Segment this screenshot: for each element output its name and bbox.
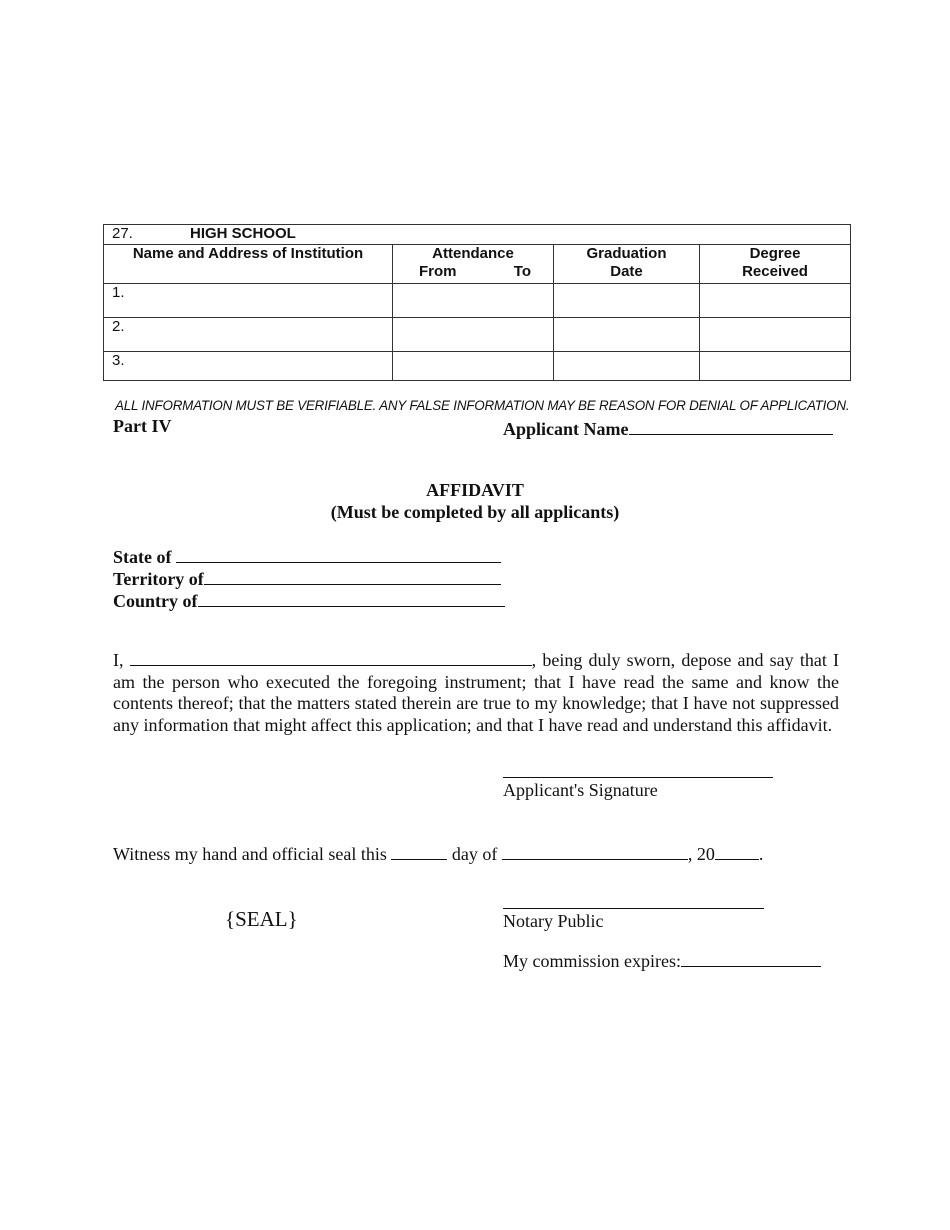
- territory-row: [113, 566, 501, 590]
- table-row: [104, 284, 851, 318]
- header-attendance: [393, 245, 554, 284]
- witness-year-field[interactable]: [715, 845, 759, 860]
- attendance-cell-1[interactable]: [393, 284, 554, 318]
- notary-signature-line[interactable]: [503, 907, 764, 909]
- degree-cell-2[interactable]: [700, 318, 851, 352]
- seal-placeholder: {SEAL}: [225, 907, 298, 931]
- header-graduation: [554, 245, 700, 284]
- state-field[interactable]: [176, 544, 501, 563]
- applicant-name-row: [503, 416, 833, 440]
- graduation-cell-3[interactable]: [554, 352, 700, 381]
- witness-statement: [113, 844, 763, 865]
- witness-period: .: [758, 844, 764, 864]
- header-attendance-label: Attendance: [432, 245, 514, 262]
- header-from: From: [419, 263, 457, 280]
- commission-label: My commission expires:: [503, 951, 681, 971]
- header-degree-line2: Received: [742, 263, 808, 280]
- graduation-cell-1[interactable]: [554, 284, 700, 318]
- country-field[interactable]: [198, 588, 505, 607]
- applicant-name-label: Applicant Name: [503, 419, 629, 439]
- header-to: To: [513, 263, 531, 280]
- witness-month-field[interactable]: [502, 845, 688, 860]
- statement-body: , being duly sworn, depose and say that I am the person who executed the foregoing instrument; that I have read the same and know the contents thereof; that the matters stated therein are true to my knowledge; that I have not suppressed any information that might affect this application; and that I have read and understand this affidavit.: [113, 650, 839, 735]
- section-title: HIGH SCHOOL: [190, 225, 296, 242]
- country-row: [113, 588, 505, 612]
- part-heading: Part IV: [113, 416, 172, 436]
- table-title-row: [104, 225, 851, 245]
- degree-cell-3[interactable]: [700, 352, 851, 381]
- institution-cell-3[interactable]: 3.: [104, 352, 393, 381]
- state-label: State of: [113, 547, 172, 567]
- affidavit-subtitle: (Must be completed by all applicants): [330, 502, 620, 522]
- commission-row: [503, 948, 821, 972]
- institution-cell-1[interactable]: 1.: [104, 284, 393, 318]
- state-row: [113, 544, 501, 568]
- table-row: [104, 352, 851, 381]
- header-institution: Name and Address of Institution: [104, 245, 393, 284]
- graduation-cell-2[interactable]: [554, 318, 700, 352]
- country-label: Country of: [113, 591, 198, 611]
- applicant-name-field[interactable]: [629, 416, 833, 435]
- attendance-cell-2[interactable]: [393, 318, 554, 352]
- institution-cell-2[interactable]: 2.: [104, 318, 393, 352]
- signature-label: Applicant's Signature: [503, 780, 658, 800]
- witness-year-prefix: , 20: [687, 844, 715, 864]
- witness-day-field[interactable]: [391, 845, 447, 860]
- affidavit-title: AFFIDAVIT: [426, 480, 524, 500]
- statement-prefix: I,: [113, 650, 124, 670]
- affiant-name-field[interactable]: [130, 651, 532, 666]
- table-header-row: [104, 245, 851, 284]
- degree-cell-1[interactable]: [700, 284, 851, 318]
- territory-field[interactable]: [204, 566, 501, 585]
- high-school-table: [103, 224, 851, 381]
- table-title-cell: [104, 225, 851, 245]
- header-graduation-line2: Date: [610, 263, 643, 280]
- header-degree: [700, 245, 851, 284]
- territory-label: Territory of: [113, 569, 204, 589]
- commission-expiry-field[interactable]: [681, 948, 821, 967]
- table-row: [104, 318, 851, 352]
- signature-line[interactable]: [503, 776, 773, 778]
- verification-notice: ALL INFORMATION MUST BE VERIFIABLE. ANY FALSE INFORMATION MAY BE REASON FOR DENIAL OF APPLICATION.: [115, 398, 850, 413]
- witness-day-of: day of: [451, 844, 498, 864]
- attendance-cell-3[interactable]: [393, 352, 554, 381]
- question-number: 27.: [112, 225, 133, 242]
- affidavit-statement: [113, 650, 839, 736]
- notary-label: Notary Public: [503, 911, 604, 931]
- header-degree-line1: Degree: [749, 245, 801, 262]
- witness-text: Witness my hand and official seal this: [113, 844, 387, 864]
- header-graduation-line1: Graduation: [586, 245, 667, 262]
